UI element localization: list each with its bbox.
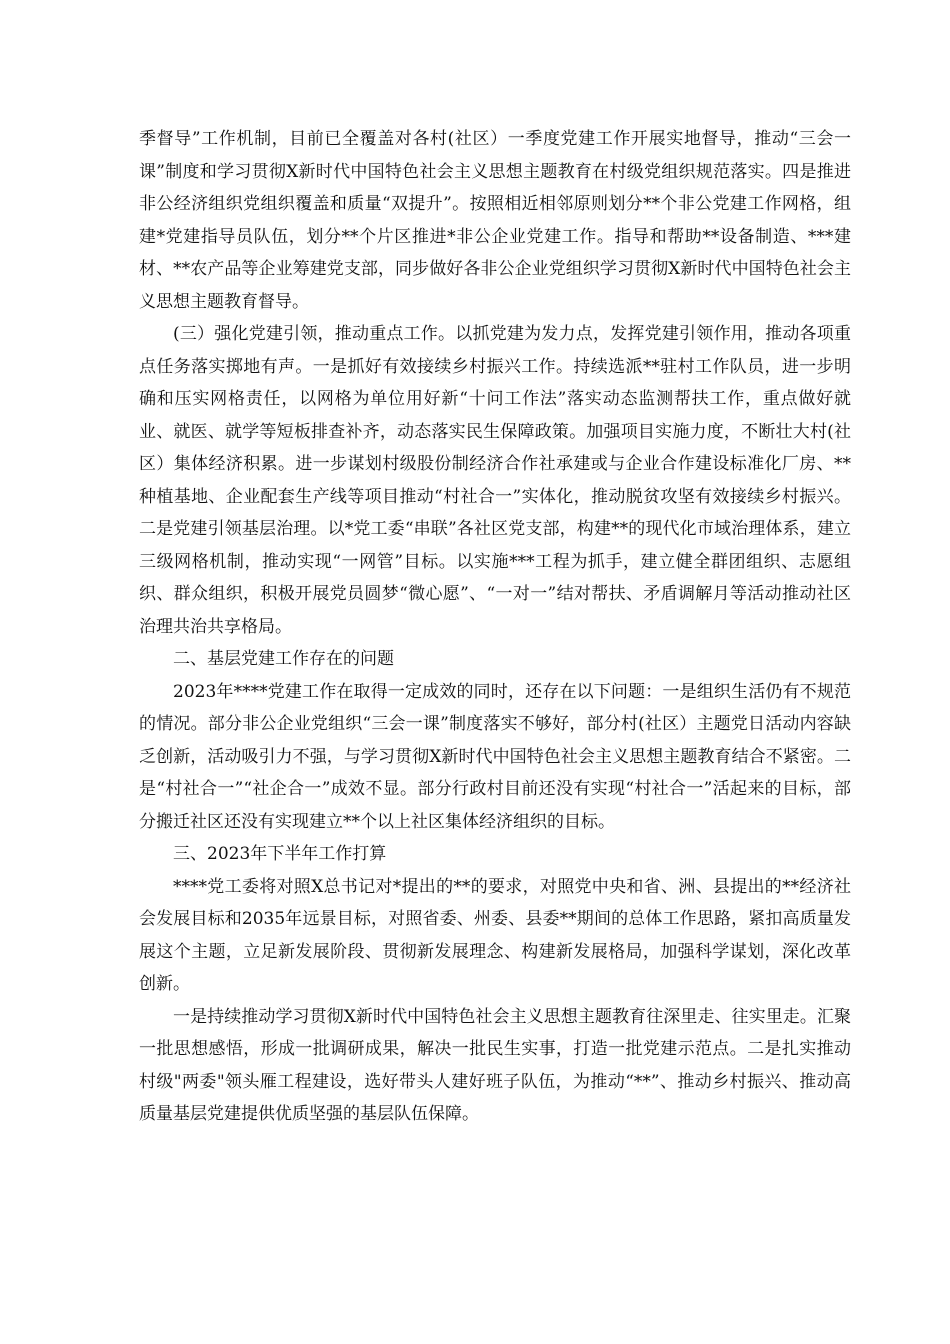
heading-problems: 二、基层党建工作存在的问题	[173, 649, 394, 669]
heading-plans: 三、2023年下半年工作打算	[173, 844, 387, 864]
paragraph-plans-items: 一是持续推动学习贯彻Ⅹ新时代中国特色社会主义思想主题教育往深里走、往实里走。汇聚一批思想感悟，形成一批调研成果，解决一批民生实事，打造一批党建示范点。二是扎实推动村级"两委"领头雁工程建设，选好带头人建好班子队伍，为推动“**”、推动乡村振兴、推动高质量基层党建提供优质坚强的基层队伍保障。	[139, 1006, 851, 1124]
paragraph-section-3: (三）强化党建引领，推动重点工作。以抓党建为发力点，发挥党建引领作用，推动各项重点任务落实掷地有声。一是抓好有效接续乡村振兴工作。持续选派**驻村工作队员，进一步明确和压实网格责任，以网格为单位用好新“十问工作法”落实动态监测帮扶工作，重点做好就业、就医、就学等短板排查补齐，动态落实民生保障政策。加强项目实施力度，不断壮大村(社区）集体经济积累。进一步谋划村级股份制经济合作社承建或与企业合作建设标准化厂房、**种植基地、企业配套生产线等项目推动“村社合一”实体化，推动脱贫攻坚有效接续乡村振兴。二是党建引领基层治理。以*党工委“串联”各社区党支部，构建**的现代化市域治理体系，建立三级网格机制，推动实现“一网管”目标。以实施***工程为抓手，建立健全群团组织、志愿组织、群众组织，积极开展党员圆梦“微心愿”、“一对一”结对帮扶、矛盾调解月等活动推动社区治理共治共享格局。	[139, 324, 851, 637]
document-body	[139, 123, 851, 1131]
paragraph-problems: 2023年****党建工作在取得一定成效的同时，还存在以下问题：一是组织生活仍有不规范的情况。部分非公企业党组织“三会一课”制度落实不够好，部分村(社区）主题党日活动内容缺乏创新，活动吸引力不强，与学习贯彻Ⅹ新时代中国特色社会主义思想主题教育结合不紧密。二是“村社合一”“社企合一”成效不显。部分行政村目前还没有实现“村社合一”活起来的目标，部分搬迁社区还没有实现建立**个以上社区集体经济组织的目标。	[139, 681, 851, 832]
paragraph-plans-intro: ****党工委将对照Ⅹ总书记对*提出的**的要求，对照党中央和省、洲、县提出的**经济社会发展目标和2035年远景目标，对照省委、州委、县委**期间的总体工作思路，紧扣高质量发展这个主题，立足新发展阶段、贯彻新发展理念、构建新发展格局，加强科学谋划，深化改革创新。	[139, 876, 851, 994]
paragraph-continuation: 季督导”工作机制，目前已全覆盖对各村(社区）一季度党建工作开展实地督导，推动“三会一课”制度和学习贯彻Ⅹ新时代中国特色社会主义思想主题教育在村级党组织规范落实。四是推进非公经济组织党组织覆盖和质量“双提升”。按照相近相邻原则划分**个非公党建工作网格，组建*党建指导员队伍，划分**个片区推进*非公企业党建工作。指导和帮助**设备制造、***建材、**农产品等企业筹建党支部，同步做好各非公企业党组织学习贯彻Ⅹ新时代中国特色社会主义思想主题教育督导。	[139, 129, 851, 312]
